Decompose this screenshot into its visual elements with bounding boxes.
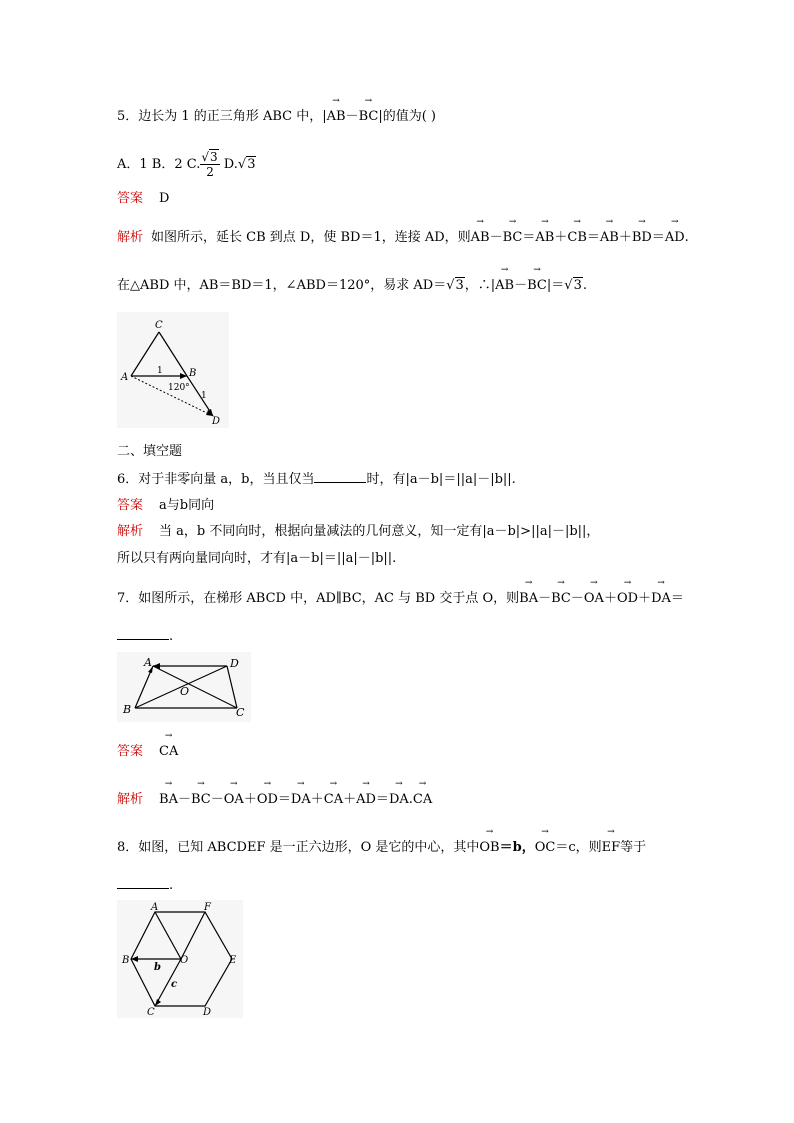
- hexagon-figure: [117, 900, 243, 1018]
- q8-blank: .: [117, 876, 173, 895]
- q7-analysis: [117, 791, 432, 809]
- label-one-top: 1: [157, 366, 163, 376]
- label-d: D: [230, 657, 239, 670]
- operator: .: [408, 792, 413, 807]
- operator: ＋: [243, 792, 257, 807]
- answer-label: 答案: [117, 191, 144, 206]
- operator: －: [570, 591, 584, 606]
- vector-ca: → CA: [159, 743, 178, 761]
- operator: ＝: [522, 230, 536, 245]
- vector-bd: → BD: [632, 229, 652, 247]
- vector-oa: → OA: [224, 791, 244, 809]
- label-b: B: [123, 703, 132, 716]
- vector-da: → DA: [651, 590, 671, 608]
- q6-analysis-line2: 所以只有两向量同向时，才有|a－b|＝||a|－|b||.: [117, 551, 397, 566]
- q5-answer: 答案 D: [117, 191, 170, 206]
- operator: ＝: [651, 230, 665, 245]
- operator: ＝: [375, 792, 389, 807]
- operator: －: [538, 591, 552, 606]
- vector-ad: → AD: [356, 791, 376, 809]
- label-e: E: [229, 955, 237, 966]
- operator: ＋: [603, 591, 617, 606]
- vector-cb: → CB: [567, 229, 587, 247]
- label-c-vector: c: [171, 979, 178, 990]
- q5-options: A．1 B．2 C. $\frac{√3}{2}$ D.√3: [117, 150, 256, 179]
- label-one-side: 1: [201, 391, 207, 401]
- vector-bc: → BC: [359, 108, 379, 126]
- q7-stem: 7．如图所示，在梯形 ABCD 中，AD∥BC，AC 与 BD 交于点 O，则→ BA－→ BC－→ OA＋→ OD＋→ DA＝: [117, 590, 684, 608]
- operator: ＋: [618, 230, 632, 245]
- vector-ba: → BA: [159, 791, 178, 809]
- vector-ab: → AB: [471, 229, 490, 247]
- label-angle: 120°: [168, 383, 190, 393]
- label-o: O: [180, 955, 189, 966]
- label-c: C: [147, 1007, 155, 1018]
- triangle-figure: [117, 312, 229, 428]
- q6-stem: 6．对于非零向量 a，b，当且仅当 时，有|a－b|＝||a|－|b||.: [117, 472, 516, 487]
- fraction-sqrt3-over-2: $\frac{√3}{2}$: [201, 150, 218, 179]
- vector-ef: → EF: [602, 839, 621, 857]
- vector-ca: → CA: [324, 791, 343, 809]
- operator: ＋: [343, 792, 357, 807]
- label-a: A: [144, 656, 152, 669]
- vector-bc: → BC: [503, 229, 523, 247]
- label-b: B: [189, 368, 197, 379]
- operator: ＝: [670, 591, 684, 606]
- vector-bc: → BC: [191, 791, 211, 809]
- operator: ＋: [554, 230, 568, 245]
- q5-analysis-line2: 在△ABD 中，AB＝BD＝1，∠ABD＝120°，易求 AD＝√3，∴|→ AB－→ BC|＝√3.: [117, 277, 587, 295]
- analysis-label: 解析: [117, 524, 144, 539]
- vector-oc: → OC: [535, 839, 556, 857]
- vector-ob: → OB: [479, 839, 499, 857]
- label-b-vector: b: [154, 962, 161, 973]
- label-o: O: [180, 685, 190, 698]
- q7-blank: .: [117, 627, 173, 646]
- vector-ad: → AD: [665, 229, 685, 247]
- answer-blank: [117, 627, 169, 640]
- operator: ＋: [310, 792, 324, 807]
- label-c: C: [155, 320, 163, 331]
- answer-label: 答案: [117, 744, 144, 759]
- q8-stem: 8．如图，已知 ABCDEF 是一正六边形，O 是它的中心，其中→ OB＝b，→ OC＝c，则→ EF等于: [117, 839, 646, 857]
- vector-ab: → AB: [327, 108, 346, 126]
- vector-od: → OD: [617, 590, 638, 608]
- q5-stem: 5．边长为 1 的正三角形 ABC 中，|→ AB－→ BC|的值为( ): [117, 108, 436, 126]
- q6-analysis-line1: 解析 当 a，b 不同向时，根据向量减法的几何意义，知一定有|a－b|>||a|－|b||，: [117, 524, 600, 539]
- label-f: F: [204, 902, 211, 913]
- vector-oa: → OA: [584, 590, 604, 608]
- operator: －: [489, 230, 503, 245]
- q6-answer: 答案 a与b同向: [117, 498, 215, 513]
- answer-blank: [314, 470, 366, 483]
- operator: .: [684, 230, 689, 245]
- vector-da: → DA: [389, 791, 409, 809]
- label-c: C: [236, 706, 245, 719]
- q7-answer: [117, 743, 178, 761]
- vector-ab: → AB: [535, 229, 554, 247]
- q5-analysis-line1: 解析 如图所示，延长 CB 到点 D，使 BD＝1，连接 AD，则→ AB－→ BC＝→ AB＋→ CB＝→ AB＋→ BD＝→ AD.: [117, 229, 689, 247]
- analysis-label: 解析: [117, 792, 144, 807]
- answer-label: 答案: [117, 498, 144, 513]
- label-a: A: [151, 902, 159, 913]
- vector-od: → OD: [257, 791, 278, 809]
- operator: ＝: [277, 792, 291, 807]
- vector-ba: → BA: [519, 590, 538, 608]
- vector-bc: → BC: [551, 590, 571, 608]
- label-a: A: [121, 372, 129, 383]
- analysis-label: 解析: [117, 230, 144, 245]
- label-b: B: [122, 955, 130, 966]
- operator: ＋: [638, 591, 652, 606]
- operator: －: [210, 792, 224, 807]
- vector-ab: → AB: [600, 229, 619, 247]
- vector-ca: → CA: [413, 791, 432, 809]
- label-d: D: [212, 416, 221, 427]
- label-d: D: [203, 1007, 212, 1018]
- trapezoid-figure: [117, 652, 251, 722]
- operator: ＝: [586, 230, 600, 245]
- operator: －: [177, 792, 191, 807]
- section-title: 二、填空题: [117, 444, 183, 459]
- answer-blank: [117, 876, 169, 889]
- vector-da: → DA: [291, 791, 311, 809]
